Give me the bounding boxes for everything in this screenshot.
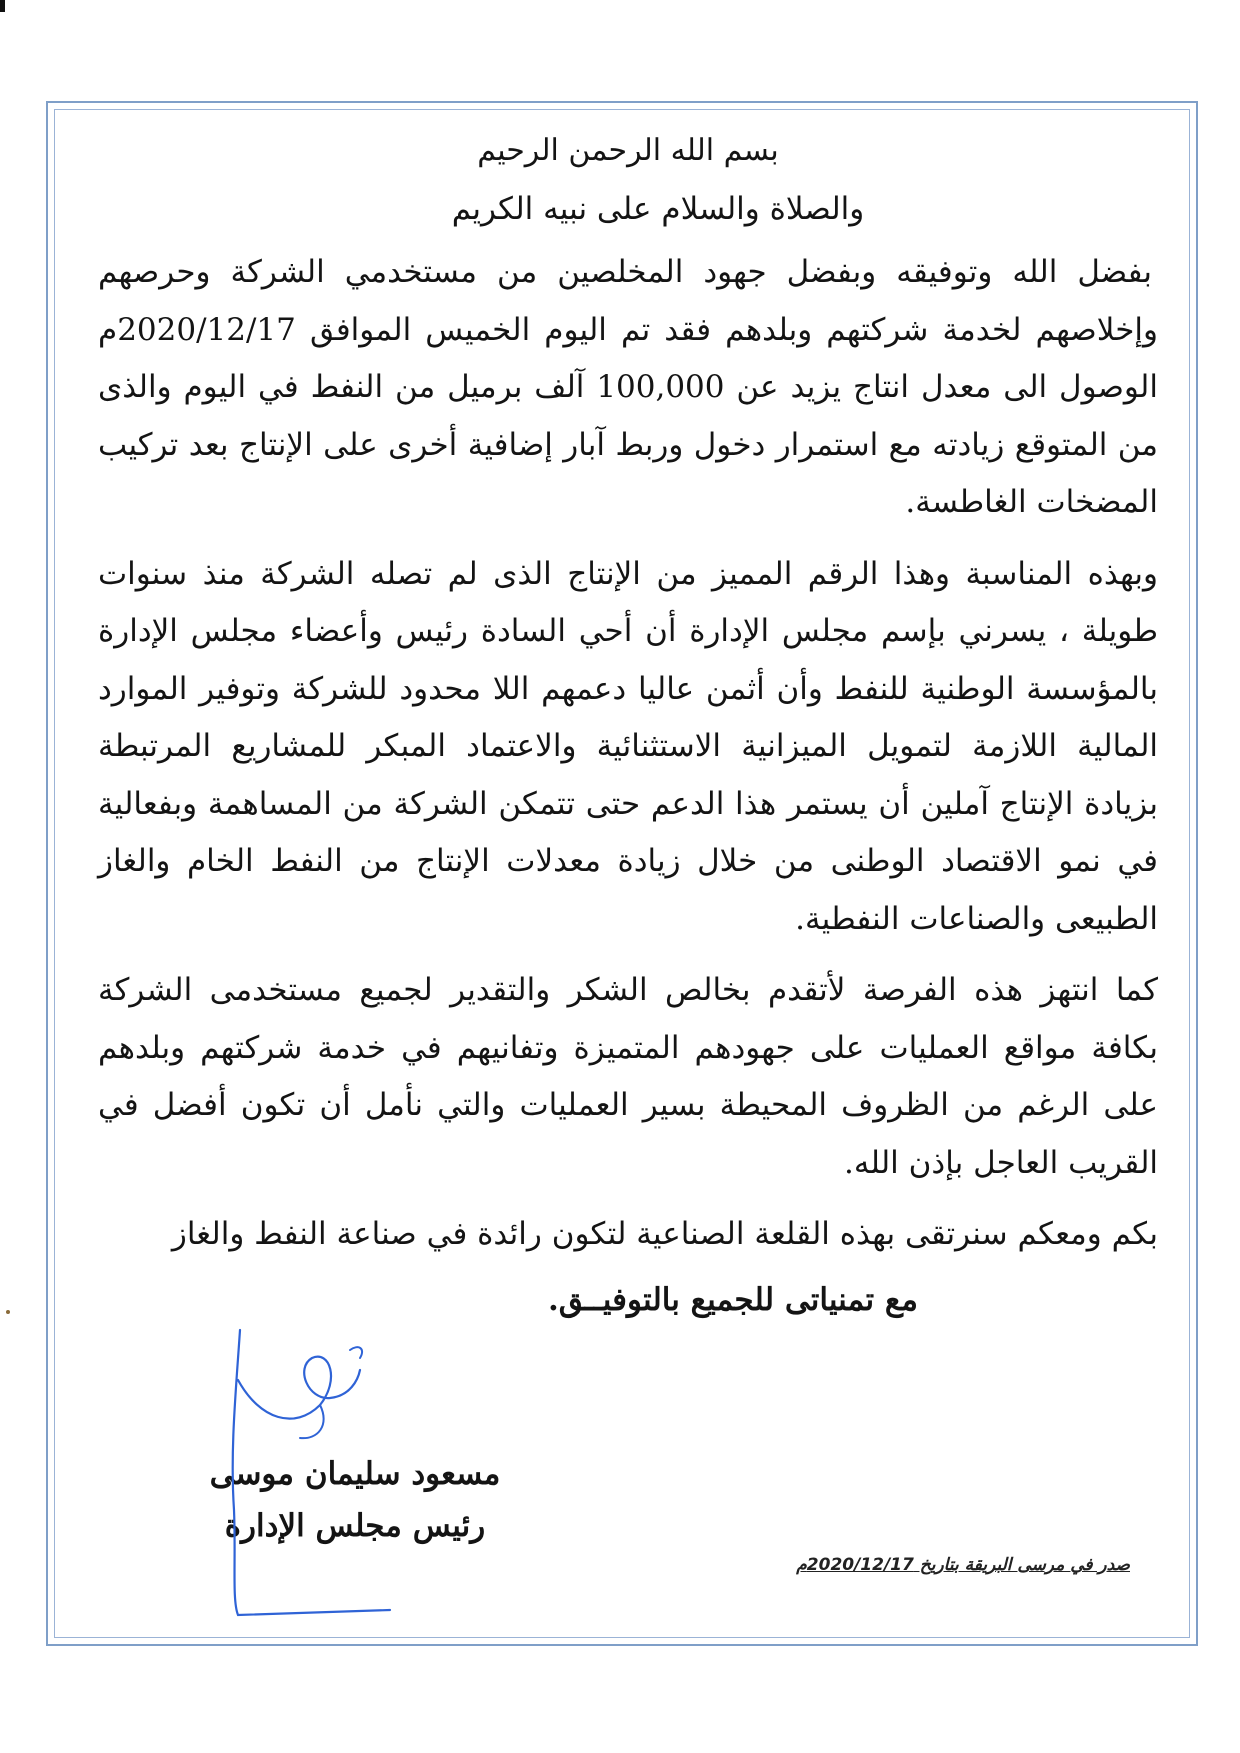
scan-speck (6, 1310, 10, 1314)
scan-edge-mark (0, 0, 5, 12)
basmala-heading: بسم الله الرحمن الرحيم (477, 133, 779, 168)
paragraph-employee-thanks: كما انتهز هذه الفرصة لأتقدم بخالص الشكر والتقدير لجميع مستخدمى الشركة بكافة مواقع العمليات على جهودهم المتميزة وتفانيهم في خدمة شركتهم وبلدهم على الرغم من الظروف المحيطة بسير العمليات والتي نأمل أن تكون أفضل في القريب العاجل بإذن الله. (98, 972, 1158, 1181)
issued-place-date: صدر في مرسى البريقة بتاريخ 2020/12/17م (796, 1555, 1130, 1575)
signatory-name: مسعود سليمان موسى (209, 1456, 501, 1492)
paragraph-production-milestone: بفضل الله وتوفيقه وبفضل جهود المخلصين من مستخدمي الشركة وحرصهم وإخلاصهم لخدمة شركتهم وبلدهم فقد تم اليوم الخميس الموافق 2020/12/17م الوصول الى معدل انتاج يزيد عن 100,000 آلف برميل من النفط في اليوم والذى من المتوقع زيادته مع استمرار دخول وربط آبار إضافية أخرى على الإنتاج بعد تركيب المضخات الغاطسة. (98, 254, 1158, 520)
paragraph-board-thanks: وبهذه المناسبة وهذا الرقم المميز من الإنتاج الذى لم تصله الشركة منذ سنوات طويلة ، يسرني بإسم مجلس الإدارة أن أحي السادة رئيس وأعضاء مجلس الإدارة بالمؤسسة الوطنية للنفط وأن أثمن عاليا دعمهم اللا محدود للشركة وتوفير الموارد المالية اللازمة لتمويل الميزانية الاستثنائية والاعتماد المبكر للمشاريع المرتبطة بزيادة الإنتاج آملين أن يستمر هذا الدعم حتى تتمكن الشركة من المساهمة وبفعالية في نمو الاقتصاد الوطنى من خلال زيادة معدلات الإنتاج من النفط الخام والغاز الطبيعى والصناعات النفطية. (98, 555, 1158, 937)
signatory-block (200, 1448, 510, 1552)
signatory-title: رئيس مجلس الإدارة (224, 1508, 486, 1544)
closing-line: بكم ومعكم سنرتقى بهذه القلعة الصناعية لتكون رائدة في صناعة النفط والغاز (171, 1216, 1158, 1252)
salat-heading: والصلاة والسلام على نبيه الكريم (451, 191, 865, 227)
best-wishes-line: مع تمنياتى للجميع بالتوفيــق. (547, 1282, 918, 1318)
letter-body (98, 122, 1158, 1328)
